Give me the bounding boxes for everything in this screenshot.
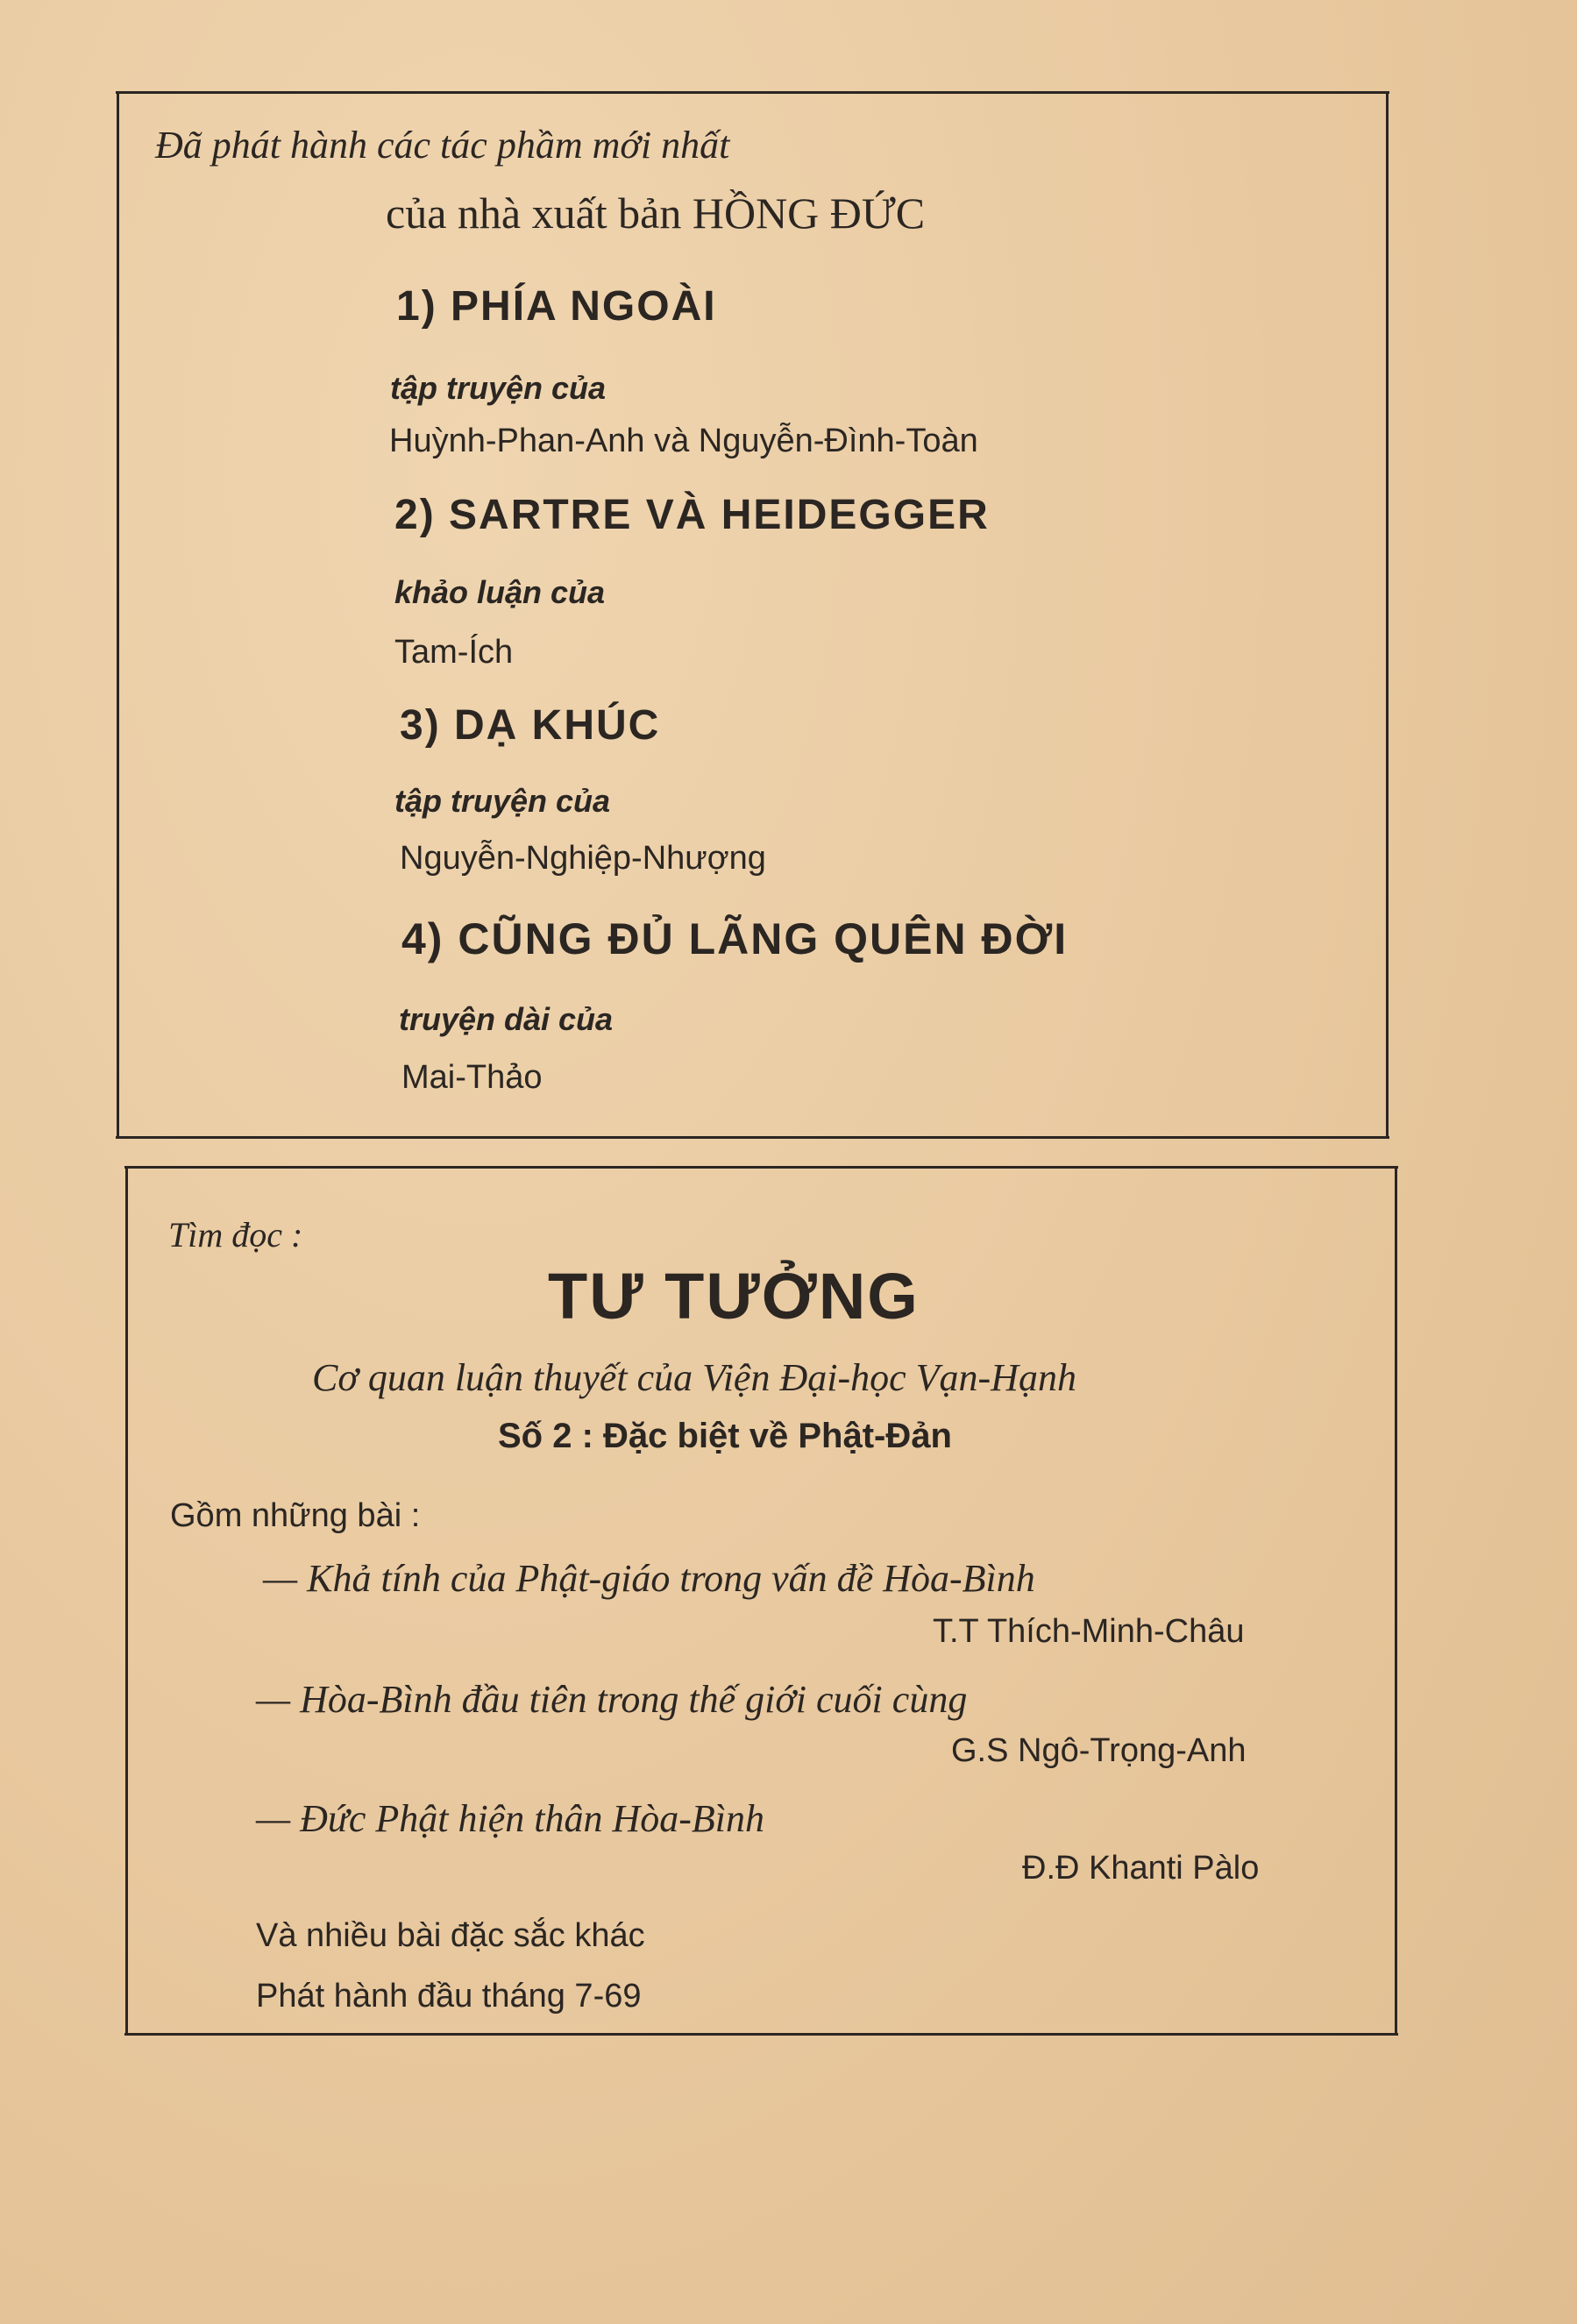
more-articles-note: Và nhiều bài đặc sắc khác (256, 1917, 645, 1954)
divider (116, 91, 1389, 94)
article-title: — Khả tính của Phật-giáo trong vấn đề Hòa-Bình (263, 1557, 1035, 1600)
article-author: G.S Ngô-Trọng-Anh (951, 1732, 1247, 1769)
book-author: Mai-Thảo (401, 1059, 543, 1096)
book-author: Tam-Ích (394, 634, 514, 671)
divider (116, 1136, 1389, 1139)
book-title: 2) SARTRE VÀ HEIDEGGER (394, 492, 990, 538)
book-title: 4) CŨNG ĐỦ LÃNG QUÊN ĐỜI (401, 914, 1069, 963)
ad-headline: Đã phát hành các tác phầm mới nhất (155, 124, 730, 167)
book-kind: khảo luận của (394, 574, 606, 610)
book-author: Nguyễn-Nghiệp-Nhượng (400, 840, 766, 877)
book-kind: tập truyện của (390, 370, 607, 406)
magazine-title: TƯ TƯỞNG (548, 1260, 920, 1333)
article-title: — Đức Phật hiện thân Hòa-Bình (256, 1797, 765, 1840)
release-date: Phát hành đầu tháng 7-69 (256, 1978, 642, 2015)
magazine-subtitle: Cơ quan luận thuyết của Viện Đại-học Vạn-Hạnh (312, 1356, 1076, 1399)
article-title: — Hòa-Bình đầu tiên trong thế giới cuối cùng (256, 1678, 968, 1721)
book-title: 3) DẠ KHÚC (400, 702, 661, 749)
book-title: 1) PHÍA NGOÀI (396, 283, 717, 330)
issue-line: Số 2 : Đặc biệt về Phật-Đản (498, 1417, 952, 1455)
book-kind: tập truyện của (394, 783, 611, 819)
divider (124, 2033, 1398, 2036)
publisher-line: của nhà xuất bản HỒNG ĐỨC (386, 188, 926, 238)
article-author: Đ.Đ Khanti Pàlo (1022, 1850, 1260, 1887)
divider (124, 1166, 1398, 1169)
publisher-ad-box (117, 91, 1389, 1139)
book-kind: truyện dài của (399, 1001, 614, 1037)
book-author: Huỳnh-Phan-Anh và Nguyễn-Đình-Toàn (389, 423, 978, 459)
contents-label: Gồm những bài : (170, 1497, 421, 1534)
article-author: T.T Thích-Minh-Châu (933, 1613, 1245, 1650)
lead-text: Tìm đọc : (168, 1215, 303, 1254)
